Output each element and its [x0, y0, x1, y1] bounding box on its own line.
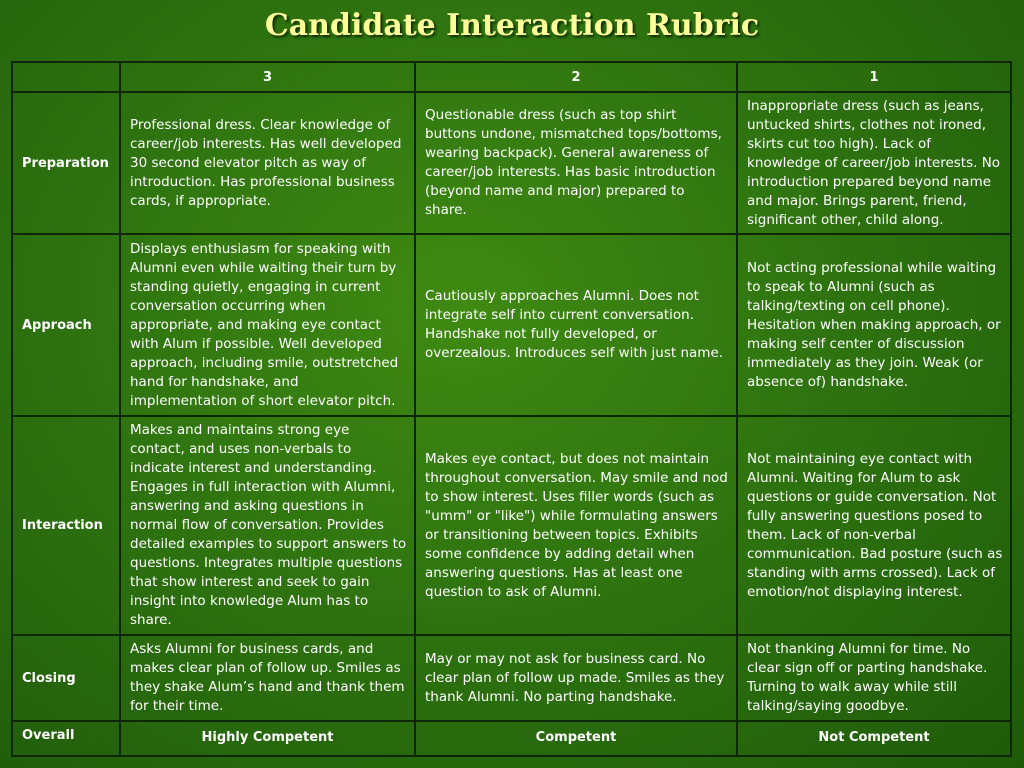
header-score-2: 2	[415, 62, 737, 92]
row-approach	[12, 234, 1011, 416]
row-label-interaction: Interaction	[12, 416, 120, 635]
header-row	[12, 62, 1011, 92]
criteria-cell: Professional dress. Clear knowledge of career/job interests. Has well developed 30 second elevator pitch as way of introduction. Has professional business cards, if appropriate.	[120, 92, 415, 234]
criteria-cell: Questionable dress (such as top shirt buttons undone, mismatched tops/bottoms, wearing backpack). General awareness of career/job interests. Has basic introduction (beyond name and major) prepared to share.	[415, 92, 737, 234]
row-preparation	[12, 92, 1011, 234]
criteria-cell: Makes eye contact, but does not maintain throughout conversation. May smile and nod to show interest. Uses filler words (such as "umm" or "like") while formulating answers or transitioning between topics. Exhibits some confidence by adding detail when answering questions. Has at least one question to ask of Alumni.	[415, 416, 737, 635]
row-label-approach: Approach	[12, 234, 120, 416]
header-corner-cell	[12, 62, 120, 92]
header-score-1: 1	[737, 62, 1011, 92]
criteria-cell: Makes and maintains strong eye contact, and uses non-verbals to indicate interest and understanding. Engages in full interaction with Alumni, answering and asking questions in normal flow of conversation. Provides detailed examples to support answers to questions. Integrates multiple questions that show interest and seek to gain insight into knowledge Alum has to share.	[120, 416, 415, 635]
criteria-cell: May or may not ask for business card. No clear plan of follow up made. Smiles as they thank Alumni. No parting handshake.	[415, 635, 737, 721]
criteria-cell: Asks Alumni for business cards, and makes clear plan of follow up. Smiles as they shake Alum’s hand and thank them for their time.	[120, 635, 415, 721]
row-label-closing: Closing	[12, 635, 120, 721]
criteria-cell: Cautiously approaches Alumni. Does not integrate self into current conversation. Handshake not fully developed, or overzealous. Introduces self with just name.	[415, 234, 737, 416]
row-label-preparation: Preparation	[12, 92, 120, 234]
row-interaction	[12, 416, 1011, 635]
row-label-overall: Overall	[12, 721, 120, 756]
criteria-cell: Not maintaining eye contact with Alumni. Waiting for Alum to ask questions or guide conversation. Not fully answering questions posed to them. Lack of non-verbal communication. Bad posture (such as standing with arms crossed). Lack of emotion/not displaying interest.	[737, 416, 1011, 635]
overall-not-competent: Not Competent	[737, 721, 1011, 756]
overall-competent: Competent	[415, 721, 737, 756]
criteria-cell: Displays enthusiasm for speaking with Alumni even while waiting their turn by standing quietly, engaging in current conversation occurring when appropriate, and making eye contact with Alum if possible. Well developed approach, including smile, outstretched hand for handshake, and implementation of short elevator pitch.	[120, 234, 415, 416]
overall-highly-competent: Highly Competent	[120, 721, 415, 756]
rubric-table	[11, 61, 1012, 757]
row-overall	[12, 721, 1011, 756]
page-title: Candidate Interaction Rubric	[264, 8, 760, 43]
header-score-3: 3	[120, 62, 415, 92]
criteria-cell: Inappropriate dress (such as jeans, untucked shirts, clothes not ironed, skirts cut too high). Lack of knowledge of career/job interests. No introduction prepared beyond name and major. Brings parent, friend, significant other, child along.	[737, 92, 1011, 234]
row-closing	[12, 635, 1011, 721]
criteria-cell: Not thanking Alumni for time. No clear sign off or parting handshake. Turning to walk away while still talking/saying goodbye.	[737, 635, 1011, 721]
criteria-cell: Not acting professional while waiting to speak to Alumni (such as talking/texting on cell phone). Hesitation when making approach, or making self center of discussion immediately as they join. Weak (or absence of) handshake.	[737, 234, 1011, 416]
